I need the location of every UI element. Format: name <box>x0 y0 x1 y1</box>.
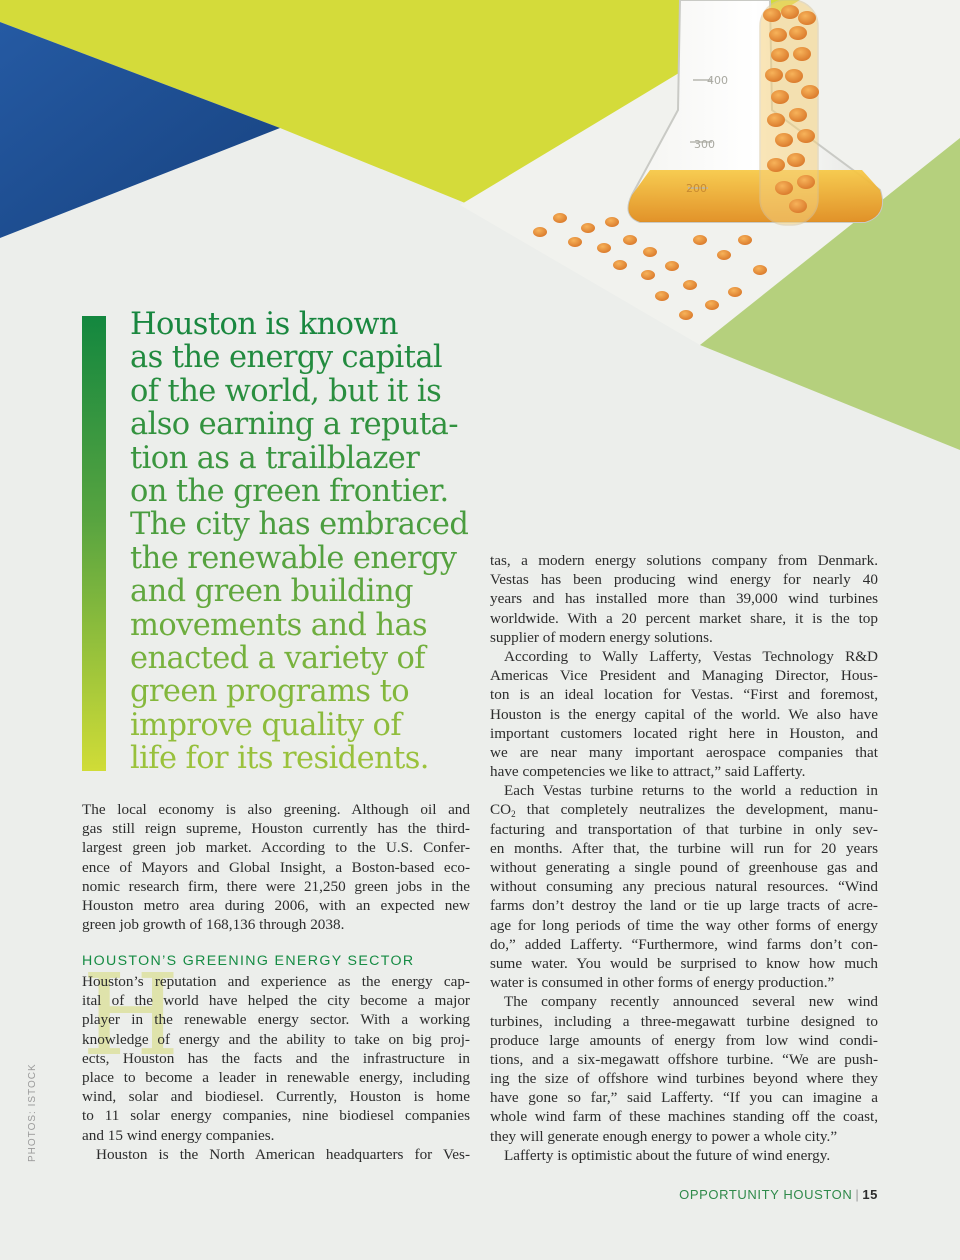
pull-quote-line: green programs to <box>130 674 409 710</box>
co2-subscript: 2 <box>511 809 516 820</box>
body-line: and 15 wind energy companies. <box>82 1126 275 1144</box>
body-line: produce large amounts of energy from low wind condi- <box>490 1031 878 1049</box>
intro-paragraph <box>82 800 470 934</box>
pull-quote-line: tion as a trailblazer <box>130 440 420 476</box>
body-line: whole wind farm of these machines standing off the coast, <box>490 1108 878 1126</box>
body-line: Houston’s reputation and experience as the energy cap- <box>82 973 470 990</box>
body-line: Lafferty is optimistic about the future of wind energy. <box>504 1146 831 1164</box>
photo-credit: PHOTOS: ISTOCK <box>27 1063 38 1162</box>
co2-line <box>490 800 878 819</box>
body-line: they will generate enough energy to power a whole city.” <box>490 1127 838 1145</box>
body-line: important customers located right here in Houston, and <box>490 724 878 742</box>
body-line: tas, a modern energy solutions company from Denmark. <box>490 552 878 569</box>
body-line: en months. After that, the turbine will run for 20 years <box>490 839 878 857</box>
body-line: Houston metro area during 2006, with an expected new <box>82 896 470 914</box>
body-line: tions, and a six-megawatt offshore turbine. “We are push- <box>490 1050 878 1068</box>
co2-rest: that completely neutralizes the development, manu- <box>515 801 878 819</box>
body-line: player in the renewable energy sector. With a working <box>82 1011 470 1029</box>
body-line: Vestas has been producing wind energy for nearly 40 <box>490 571 878 589</box>
pull-quote <box>130 308 490 776</box>
body-line: Each Vestas turbine returns to the world a reduction in <box>504 782 878 800</box>
beaker-mark-300: 300 <box>694 138 715 151</box>
body-line: ital of the world have helped the city become a major <box>82 992 470 1010</box>
body-line: ects, Houston has the facts and the infrastructure in <box>82 1049 470 1067</box>
body-line: ton is an ideal location for Vestas. “First and foremost, <box>490 686 878 704</box>
pull-quote-line: movements and has <box>130 607 428 643</box>
body-line: sume water. You would be surprised to know how much <box>490 954 878 972</box>
body-line: farms don’t destroy the land or tie up large tracts of acre- <box>490 897 878 915</box>
section-paragraph <box>82 972 470 1164</box>
publication-name: OPPORTUNITY HOUSTON <box>679 1187 853 1202</box>
body-line: water is consumed in other forms of energy production.” <box>490 974 835 992</box>
body-line: The local economy is also greening. Although oil and <box>82 801 470 818</box>
beaker-mark-200: 200 <box>686 182 707 195</box>
body-line: ence of Mayors and Global Insight, a Boston-based eco- <box>82 858 470 876</box>
pull-quote-line: of the world, but it is <box>130 373 442 409</box>
pull-quote-line: the renewable energy <box>130 540 457 576</box>
beaker-mark-400: 400 <box>707 74 728 87</box>
body-line: do,” added Lafferty. “Furthermore, wind farms don’t con- <box>490 935 878 953</box>
body-line: without consuming any precious natural resources. “Wind <box>490 878 878 896</box>
body-line: wind, solar and biodiesel. Currently, Houston is home <box>82 1088 470 1106</box>
drop-cap: H <box>82 951 180 1081</box>
body-line: According to Wally Lafferty, Vestas Technology R&D <box>504 647 878 665</box>
folio-separator: | <box>855 1187 860 1202</box>
co2-prefix: CO <box>490 801 512 819</box>
body-line: worldwide. With a 20 percent market share, it is the top <box>490 609 878 627</box>
body-line: without generating a single pound of greenhouse gas and <box>490 859 878 876</box>
body-line: knowledge of energy and the ability to take on big proj- <box>82 1030 470 1048</box>
pull-quote-line: enacted a variety of <box>130 641 425 677</box>
pull-quote-line: on the green frontier. <box>130 474 449 510</box>
section-heading: HOUSTON’S GREENING ENERGY SECTOR <box>82 953 415 969</box>
pull-quote-line: as the energy capital <box>130 340 443 376</box>
page-number: 15 <box>862 1187 878 1202</box>
body-line: Americas Vice President and Managing Director, Hous- <box>490 667 878 685</box>
body-line: green job growth of 168,136 through 2038. <box>82 916 345 934</box>
body-line: we are near many important aerospace companies that <box>490 743 878 761</box>
body-line: The company recently announced several new wind <box>504 993 878 1011</box>
pull-quote-accent-bar <box>82 316 106 771</box>
body-line: largest green job market. According to the U.S. Confer- <box>82 839 470 857</box>
right-column-text <box>490 551 878 1165</box>
pull-quote-line: The city has embraced <box>130 507 469 543</box>
body-line: have gone so far,” said Lafferty. “If you can imagine a <box>490 1089 878 1107</box>
body-line: Houston is the energy capital of the world. We also have <box>490 705 878 723</box>
pull-quote-line: also earning a reputa- <box>130 407 458 443</box>
body-line: years and has installed more than 39,000 wind turbines <box>490 590 878 608</box>
body-line: ing the size of offshore wind turbines beyond where they <box>490 1070 878 1088</box>
body-line: place to become a leader in renewable energy, including <box>82 1068 470 1086</box>
page-folio <box>679 1187 878 1202</box>
pull-quote-line: improve quality of <box>130 707 402 743</box>
pull-quote-line: and green building <box>130 574 413 610</box>
body-line: gas still reign supreme, Houston currently has the third- <box>82 820 470 838</box>
beaker-liquid <box>628 170 882 222</box>
pull-quote-line: life for its residents. <box>130 741 429 777</box>
pull-quote-line: Houston is known <box>130 307 398 342</box>
body-line: Houston is the North American headquarters for Ves- <box>96 1145 470 1163</box>
body-line: turbines, including a three-megawatt turbine designed to <box>490 1012 878 1030</box>
body-line: nomic research firm, there were 21,250 green jobs in the <box>82 877 470 895</box>
body-line: supplier of modern energy solutions. <box>490 628 713 646</box>
body-line: age for long periods of time the way other forms of energy <box>490 916 878 934</box>
body-line: to 11 solar energy companies, nine biodiesel companies <box>82 1107 470 1125</box>
body-line: have competencies we like to attract,” said Lafferty. <box>490 763 806 781</box>
body-line: facturing and transportation of that turbine in only sev- <box>490 820 878 838</box>
